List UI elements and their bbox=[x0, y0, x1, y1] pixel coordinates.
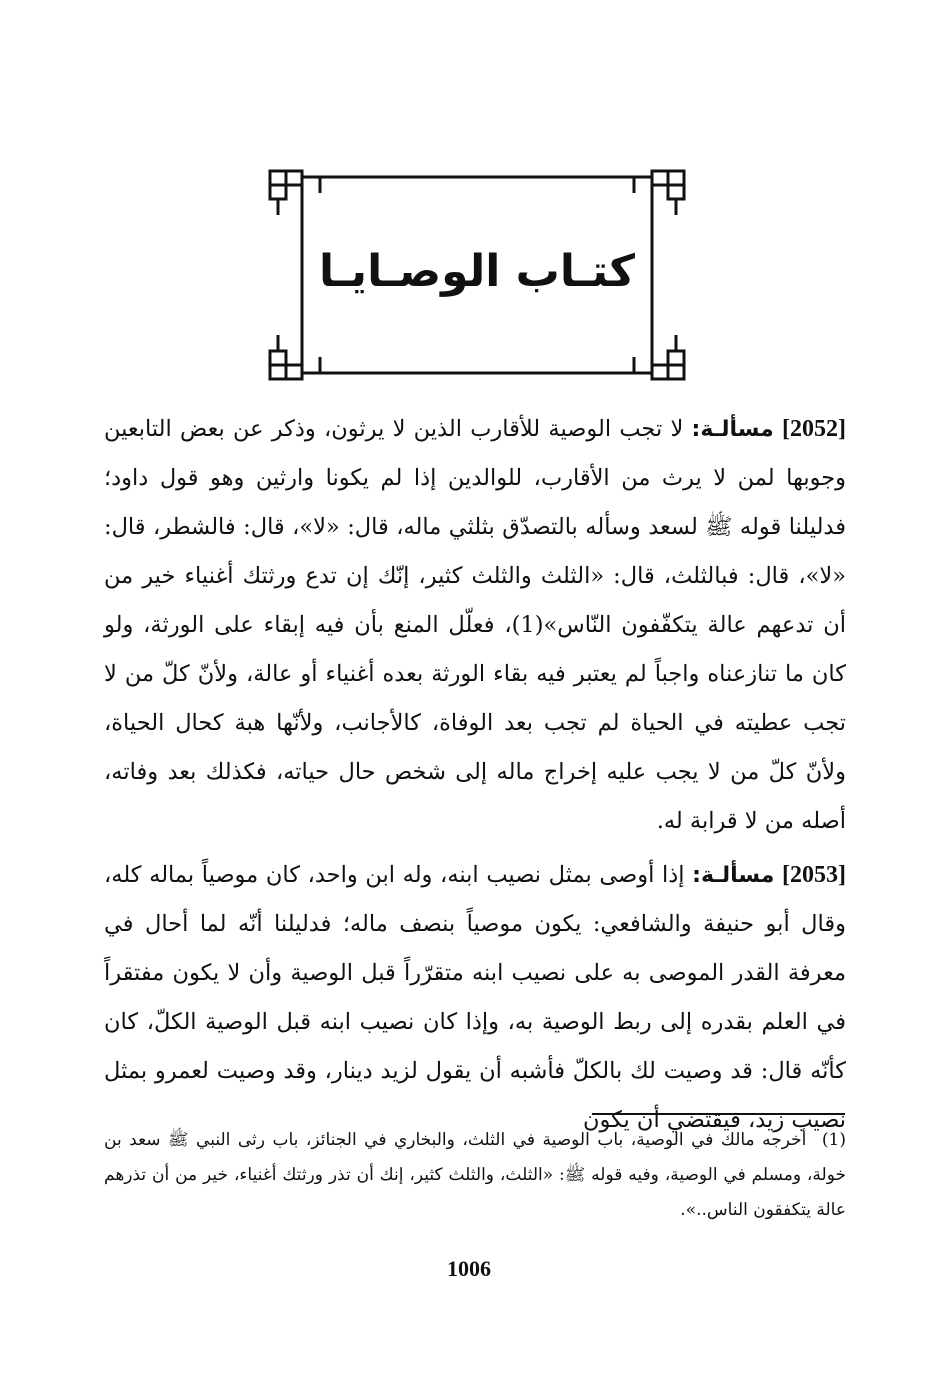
chapter-title: كتـاب الوصـايـا bbox=[319, 245, 635, 297]
paragraph-number: [2053] bbox=[782, 862, 847, 888]
footnote-marker: (1) bbox=[821, 1130, 846, 1150]
main-text bbox=[104, 405, 846, 1145]
page-number: 1006 bbox=[447, 1256, 491, 1281]
footnote-separator bbox=[592, 1113, 845, 1115]
paragraph-2052 bbox=[104, 405, 846, 846]
paragraph-label: مسألـة: bbox=[691, 417, 774, 442]
footnote-item bbox=[104, 1123, 846, 1228]
paragraph-text: لا تجب الوصية للأقارب الذين لا يرثون، وذكر عن بعض التابعين وجوبها لمن لا يرث من الأقارب، للوالدين إذا لم يكونا وارثين وهو قول داود؛ فدليلنا قوله ﷺ لسعد وسأله بالتصدّق بثلثي ماله، قال: «لا»، قال: فالشطر، قال: «لا»، قال: فبالثلث، قال: «الثلث والثلث كثير، إنّك إن تدع ورثتك أغنياء خير من أن تدعهم عالة يتكفّفون النّاس»(1)، فعلّل المنع بأن فيه إبقاء على الورثة، ولو كان ما تنازعناه واجباً لم يعتبر فيه بقاء الورثة بعده أغنياء أو عالة، ولأنّ كلّ من لا تجب عطيته في الحياة لم تجب بعد الوفاة، كالأجانب، ولأنّها هبة كحال الحياة، ولأنّ كلّ من لا يجب عليه إخراج ماله إلى شخص حال حياته، فكذلك بعد وفاته، أصله من لا قرابة له. bbox=[104, 416, 846, 834]
footnotes bbox=[104, 1123, 846, 1228]
paragraph-2053 bbox=[104, 851, 846, 1145]
paragraph-label: مسألـة: bbox=[692, 863, 775, 888]
chapter-title-frame bbox=[262, 165, 692, 385]
paragraph-number: [2052] bbox=[782, 416, 846, 442]
paragraph-text: إذا أوصى بمثل نصيب ابنه، وله ابن واحد، كان موصياً بماله كله، وقال أبو حنيفة والشافعي: يكون موصياً بنصف ماله؛ فدليلنا أنّه لما أحال في معرفة القدر الموصى به على نصيب ابنه متقرّراً قبل الوصية وأن لا يكون مفتقراً في العلم بقدره إلى ربط الوصية به، وإذا كان نصيب ابنه قبل الوصية الكلّ، كان كأنّه قال: قد وصيت لك بالكلّ فأشبه أن يقول لزيد دينار، وقد وصيت لعمرو بمثل نصيب زيد، فيقتضي أن يكون bbox=[104, 862, 846, 1133]
footnote-text: أخرجه مالك في الوصية، باب الوصية في الثلث، والبخاري في الجنائز، باب رثى النبي ﷺ سعد بن خولة، ومسلم في الوصية، وفيه قوله ﷺ: «الثلث، والثلث كثير، إنك أن تذر ورثتك أغنياء، خير من أن تذرهم عالة يتكفقون الناس..». bbox=[104, 1130, 846, 1220]
